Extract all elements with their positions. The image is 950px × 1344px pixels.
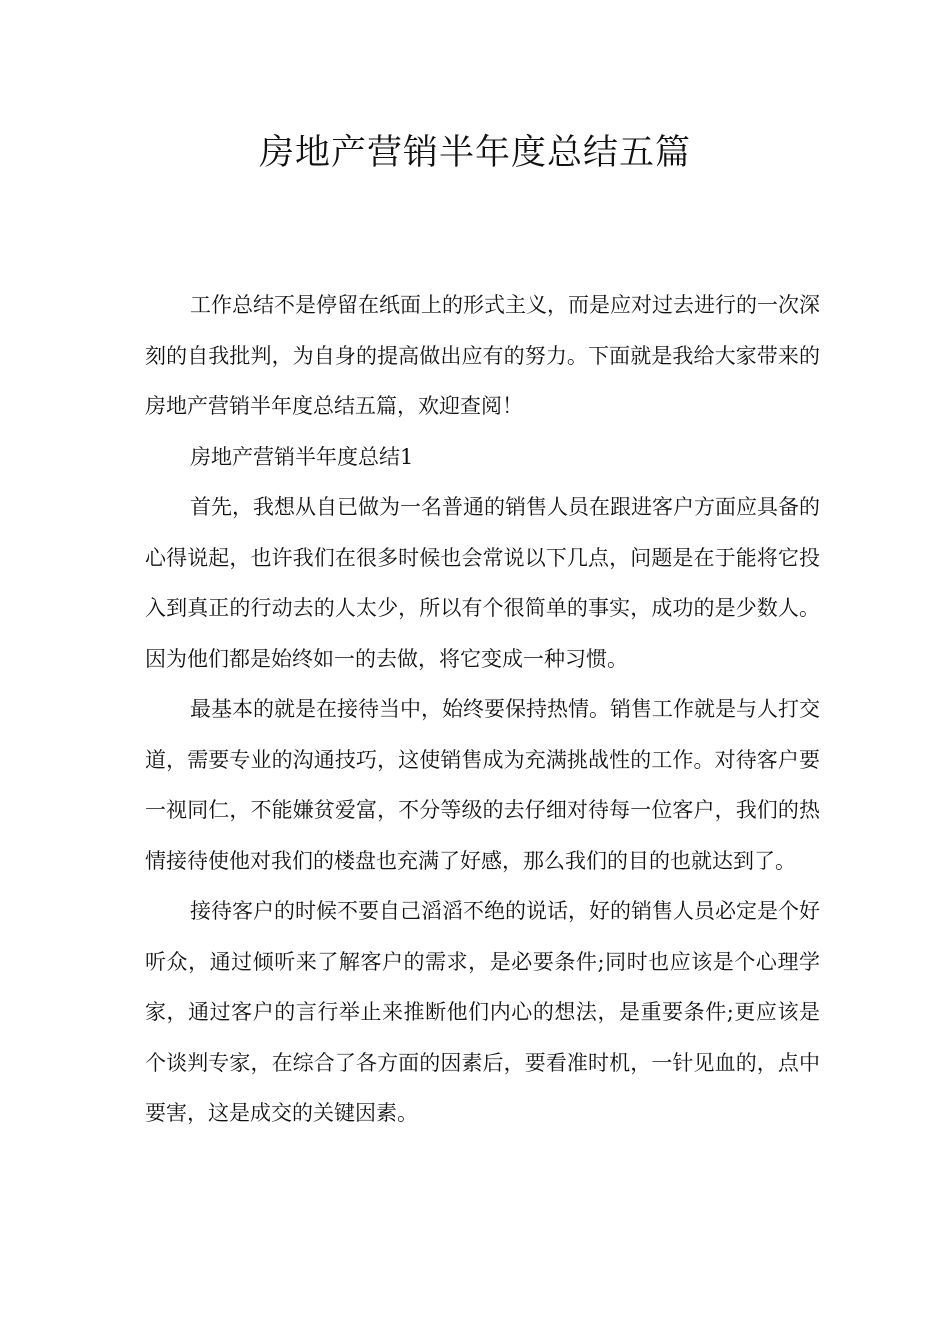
intro-paragraph: 工作总结不是停留在纸面上的形式主义，而是应对过去进行的一次深刻的自我批判，为自身的提高做出应有的努力。下面就是我给大家带来的房地产营销半年度总结五篇，欢迎查阅！ (145, 293, 820, 418)
document-title: 房地产营销半年度总结五篇 (258, 133, 691, 173)
section-heading: 房地产营销半年度总结1 (190, 444, 414, 469)
body-paragraph-2: 最基本的就是在接待当中，始终要保持热情。销售工作就是与人打交道，需要专业的沟通技巧，这使销售成为充满挑战性的工作。对待客户要一视同仁，不能嫌贫爱富，不分等级的去仔细对待每一位客户，我们的热情接待使他对我们的楼盘也充满了好感，那么我们的目的也就达到了。 (145, 697, 820, 873)
body-paragraph-3: 接待客户的时候不要自己滔滔不绝的说话，好的销售人员必定是个好听众，通过倾听来了解客户的需求，是必要条件;同时也应该是个心理学家，通过客户的言行举止来推断他们内心的想法，是重要条件;更应该是个谈判专家，在综合了各方面的因素后，要看准时机，一针见血的，点中要害，这是成交的关键因素。 (145, 899, 820, 1125)
body-paragraph-1: 首先，我想从自已做为一名普通的销售人员在跟进客户方面应具备的心得说起，也许我们在很多时候也会常说以下几点，问题是在于能将它投入到真正的行动去的人太少，所以有个很简单的事实，成功的是少数人。因为他们都是始终如一的去做，将它变成一种习惯。 (145, 495, 820, 671)
document-body (145, 280, 820, 1139)
